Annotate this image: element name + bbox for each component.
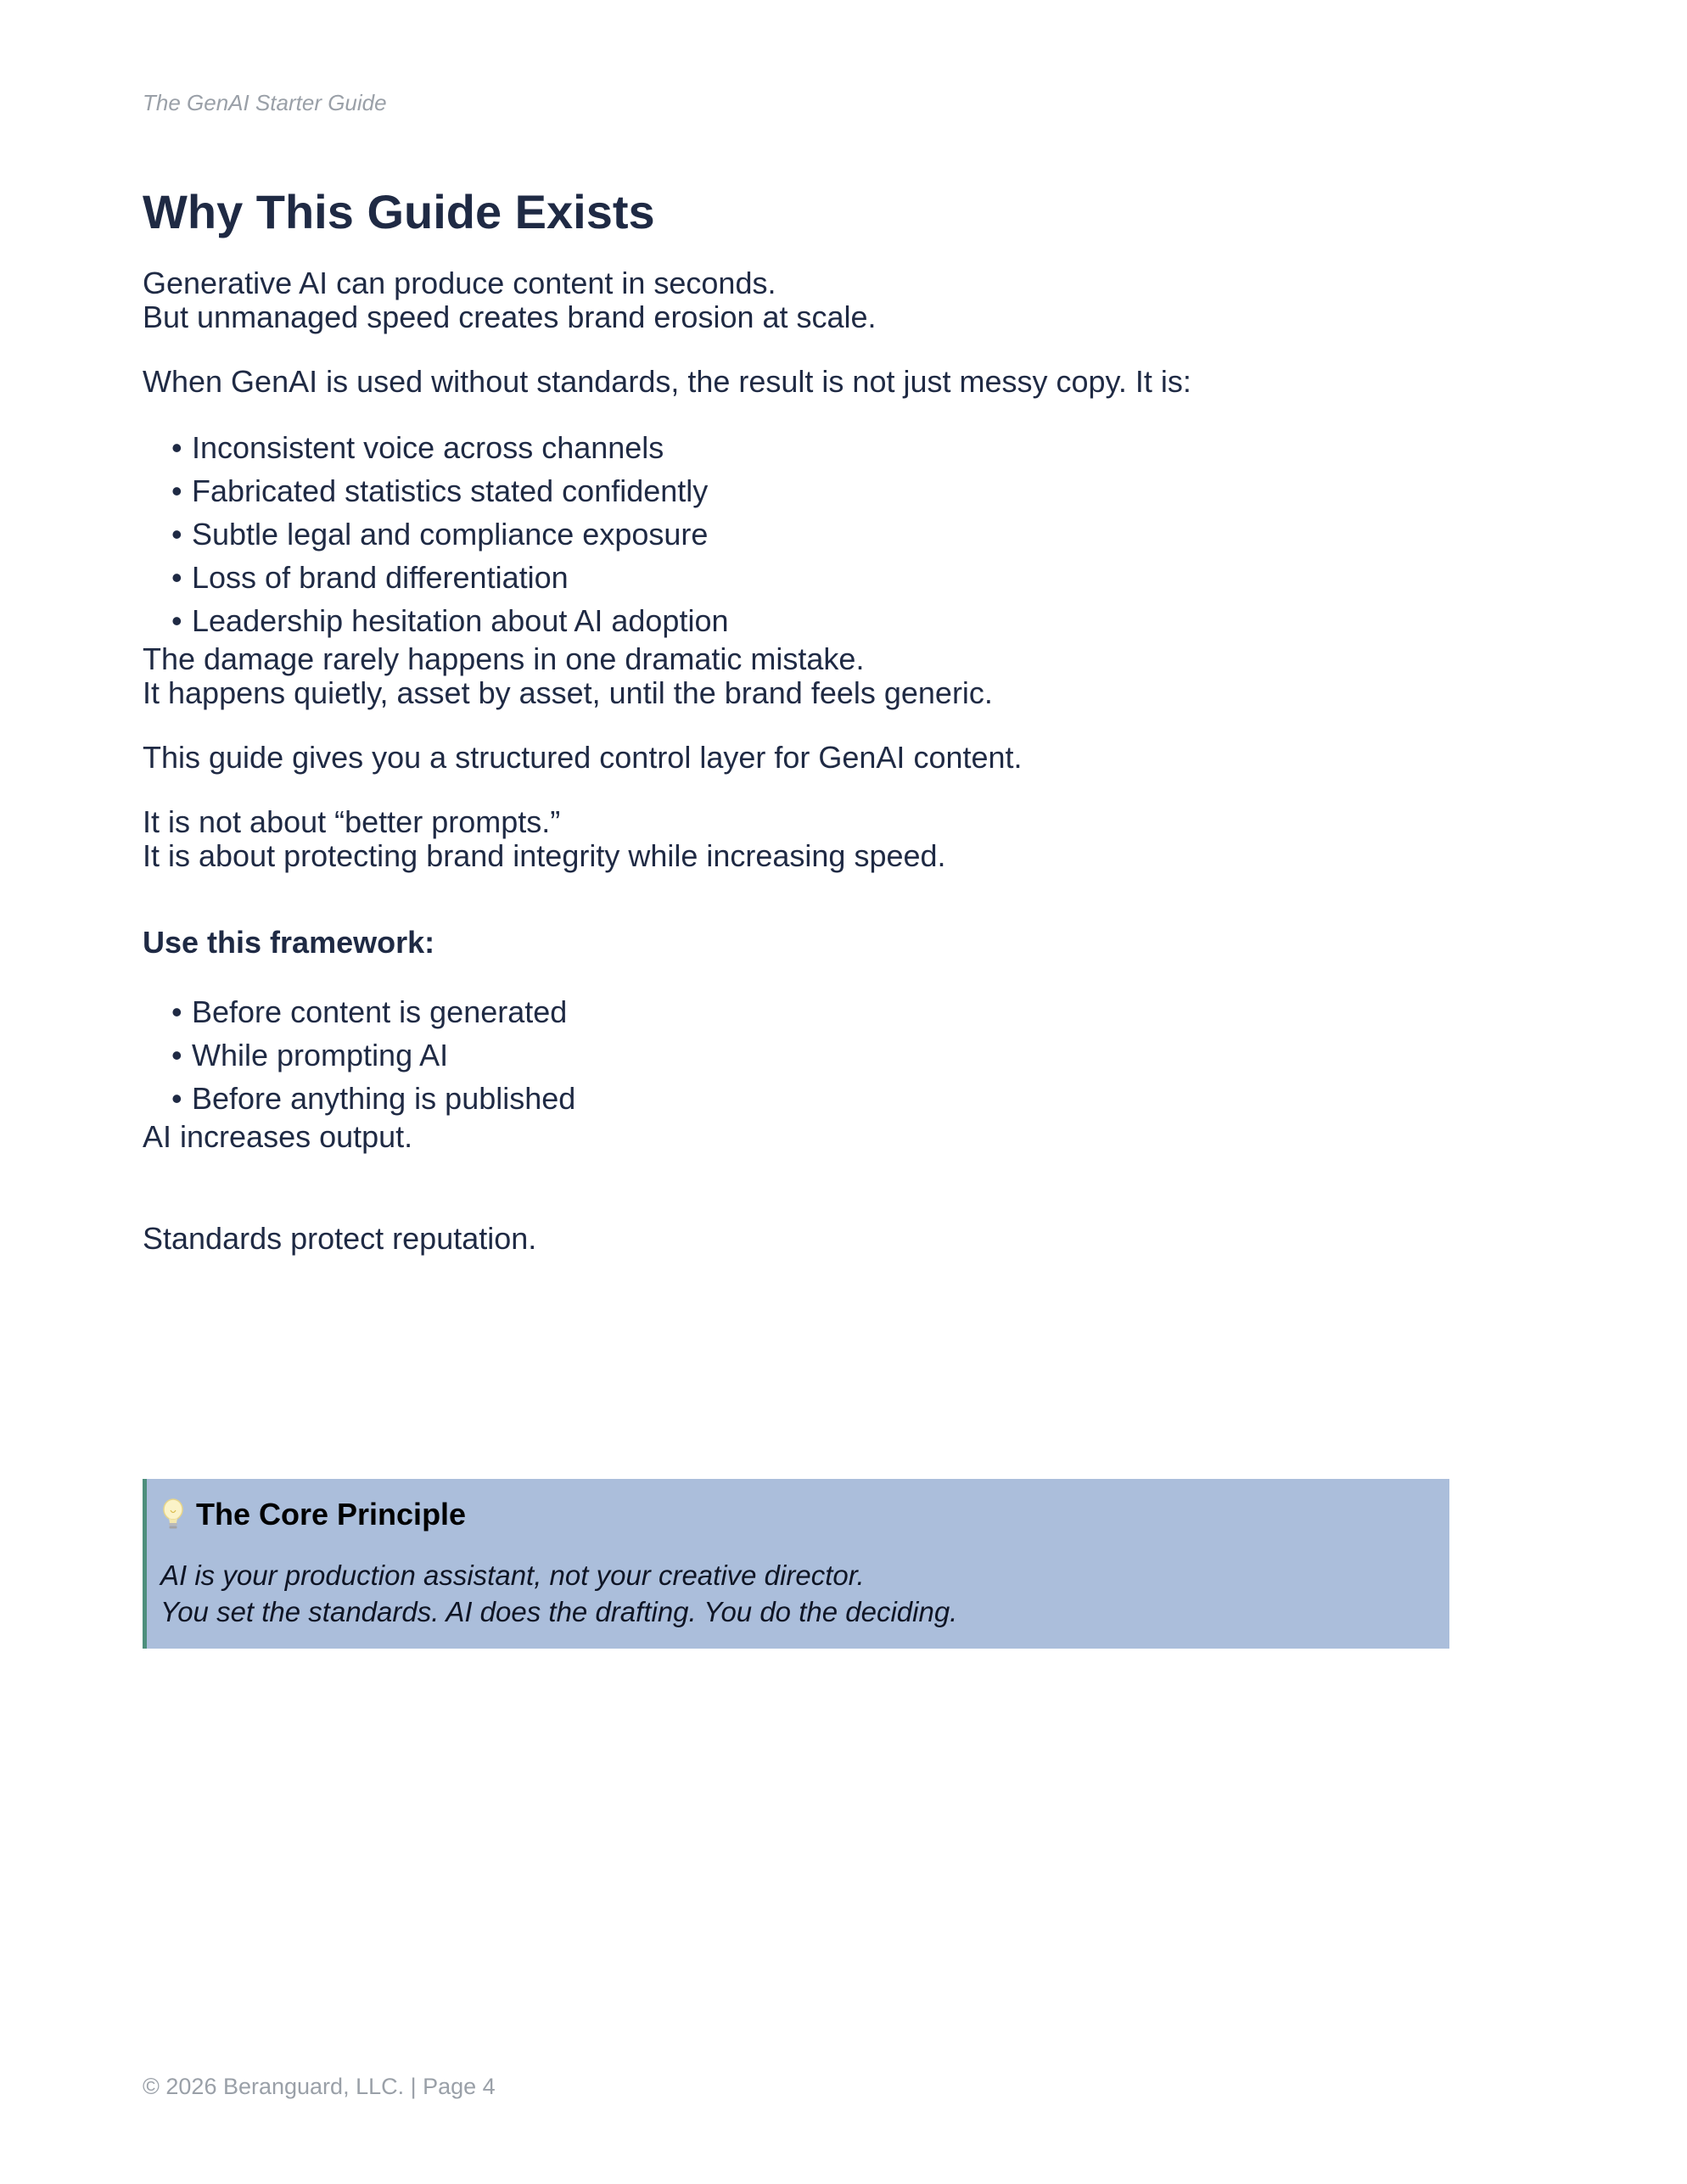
focus-paragraph — [143, 805, 1534, 873]
callout-title: The Core Principle — [196, 1497, 467, 1532]
bullet-icon: • — [171, 1081, 182, 1117]
damage-line-1: The damage rarely happens in one dramatic mistake. — [143, 641, 865, 677]
callout-line-1: AI is your production assistant, not your creative director. — [160, 1560, 865, 1591]
bullet-icon: • — [171, 603, 182, 639]
running-header: The GenAI Starter Guide — [143, 90, 387, 115]
bullet-icon: • — [171, 560, 182, 596]
damage-line-2: It happens quietly, asset by asset, until the brand feels generic. — [143, 675, 993, 711]
list-item: • While prompting AI — [171, 1033, 1534, 1077]
lead-in-paragraph — [143, 365, 1534, 399]
not-about-line: It is not about “better prompts.” — [143, 804, 561, 840]
list-item: • Before anything is published — [171, 1077, 1534, 1120]
list-item: • Fabricated statistics stated confidently — [171, 469, 1534, 512]
risk-list — [143, 426, 1534, 642]
list-item: • Loss of brand differentiation — [171, 556, 1534, 599]
intro-paragraph — [143, 266, 1534, 334]
damage-paragraph — [143, 642, 1534, 710]
bullet-icon: • — [171, 994, 182, 1030]
list-item: • Subtle legal and compliance exposure — [171, 512, 1534, 556]
purpose-paragraph — [143, 741, 1534, 775]
closing-line-1: AI increases output. — [143, 1119, 413, 1155]
intro-line-2: But unmanaged speed creates brand erosion at scale. — [143, 300, 877, 335]
callout-body — [160, 1557, 1449, 1630]
page-content — [143, 185, 1534, 1256]
callout-title-row — [160, 1496, 1449, 1533]
closing-line-2: Standards protect reputation. — [143, 1221, 537, 1257]
list-item: • Leadership hesitation about AI adoption — [171, 599, 1534, 642]
page-title: Why This Guide Exists — [143, 185, 655, 238]
purpose-text: This guide gives you a structured control layer for GenAI content. — [143, 740, 1023, 776]
bullet-icon: • — [171, 517, 182, 552]
list-item: • Inconsistent voice across channels — [171, 426, 1534, 469]
bullet-icon: • — [171, 430, 182, 466]
page-footer: © 2026 Beranguard, LLC. | Page 4 — [143, 2074, 496, 2099]
document-page — [143, 0, 1534, 2184]
lightbulb-icon — [160, 1498, 186, 1532]
bullet-icon: • — [171, 1038, 182, 1073]
callout-line-2: You set the standards. AI does the drafting. You do the deciding. — [160, 1596, 958, 1627]
list-item: • Before content is generated — [171, 990, 1534, 1033]
is-about-line: It is about protecting brand integrity while increasing speed. — [143, 838, 946, 874]
framework-list — [143, 990, 1534, 1120]
bullet-icon: • — [171, 473, 182, 509]
core-principle-callout — [143, 1479, 1449, 1649]
framework-heading: Use this framework: — [143, 925, 435, 960]
lead-in-text: When GenAI is used without standards, the result is not just messy copy. It is: — [143, 364, 1191, 400]
intro-line-1: Generative AI can produce content in seconds. — [143, 266, 776, 301]
